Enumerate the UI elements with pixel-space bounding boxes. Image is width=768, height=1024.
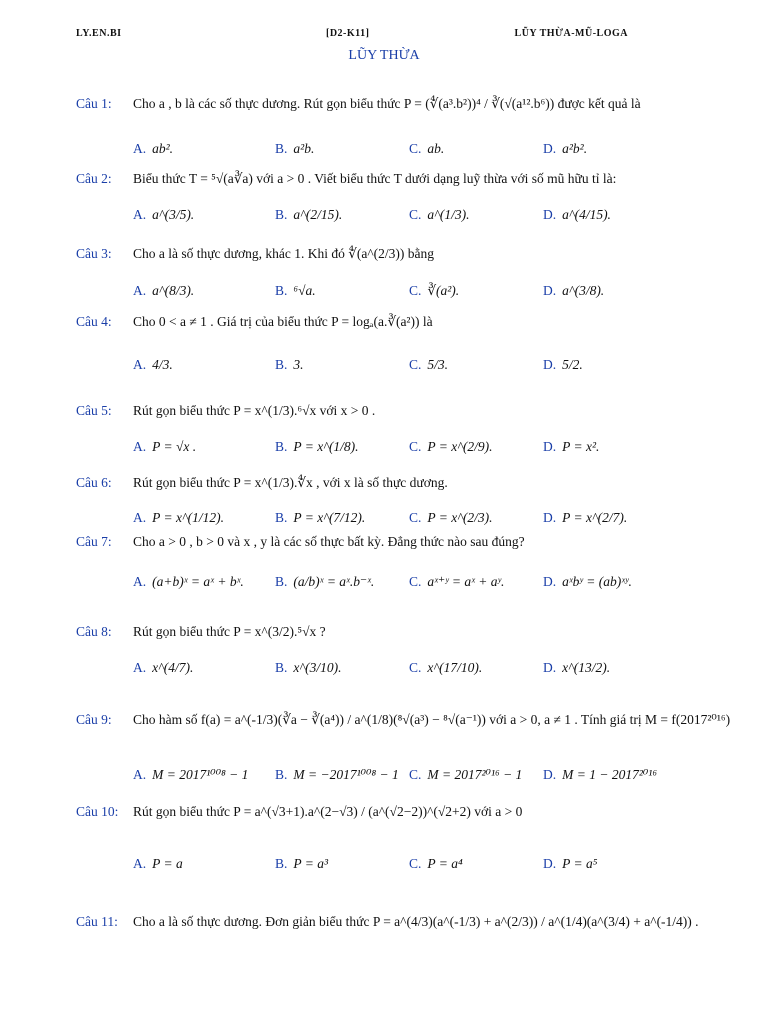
answer-option-b[interactable] [275, 767, 399, 783]
option-value: a²b. [293, 141, 315, 156]
option-value: ab. [427, 141, 445, 156]
option-label: B. [275, 439, 288, 454]
option-label: D. [543, 141, 557, 156]
option-value: M = 2017²⁰¹⁶ − 1 [427, 767, 523, 782]
question-number: Câu 11: [76, 914, 118, 929]
option-label: C. [409, 439, 422, 454]
answer-option-a[interactable] [133, 660, 193, 676]
answer-option-c[interactable] [409, 767, 522, 783]
option-value: a^(3/5). [152, 207, 195, 222]
answer-option-c[interactable] [409, 357, 448, 373]
answer-option-d[interactable] [543, 207, 611, 223]
question-text: Rút gọn biểu thức P = x^(1/3).⁶√x với x > 0 . [133, 403, 376, 418]
option-label: A. [133, 660, 147, 675]
option-label: C. [409, 574, 422, 589]
option-value: a^(8/3). [152, 283, 195, 298]
option-label: A. [133, 510, 147, 525]
option-label: B. [275, 141, 288, 156]
option-value: x^(17/10). [427, 660, 483, 675]
option-value: x^(4/7). [152, 660, 194, 675]
option-value: P = a⁴ [427, 856, 463, 871]
question-number: Câu 3: [76, 246, 112, 261]
question-number: Câu 1: [76, 96, 112, 111]
option-value: 5/3. [427, 357, 449, 372]
question-text: Rút gọn biểu thức P = x^(1/3).∜x , với x là số thực dương. [133, 475, 448, 490]
answer-option-d[interactable] [543, 767, 657, 783]
answer-option-d[interactable] [543, 660, 610, 676]
option-value: P = a [152, 856, 183, 871]
answer-option-d[interactable] [543, 357, 583, 373]
answer-option-d[interactable] [543, 283, 604, 299]
option-value: a^(2/15). [293, 207, 343, 222]
option-label: D. [543, 856, 557, 871]
question-number: Câu 7: [76, 534, 112, 549]
question-text: Rút gọn biểu thức P = x^(3/2).⁵√x ? [133, 624, 326, 639]
answer-option-c[interactable] [409, 574, 504, 590]
option-value: 4/3. [152, 357, 173, 372]
option-label: C. [409, 141, 422, 156]
answer-option-d[interactable] [543, 141, 587, 157]
question-number: Câu 6: [76, 475, 112, 490]
option-label: C. [409, 510, 422, 525]
option-label: A. [133, 767, 147, 782]
answer-option-d[interactable] [543, 856, 597, 872]
option-label: A. [133, 357, 147, 372]
answer-option-b[interactable] [275, 439, 359, 455]
answer-option-c[interactable] [409, 856, 463, 872]
answer-option-c[interactable] [409, 141, 444, 157]
answer-option-a[interactable] [133, 207, 194, 223]
option-label: A. [133, 141, 147, 156]
option-label: B. [275, 510, 288, 525]
option-value: ab². [152, 141, 174, 156]
option-label: D. [543, 283, 557, 298]
question-number: Câu 5: [76, 403, 112, 418]
question-number: Câu 4: [76, 314, 112, 329]
option-value: P = √x . [152, 439, 197, 454]
option-value: 3. [293, 357, 304, 372]
question-text: Cho a là số thực dương. Đơn giản biểu thức P = a^(4/3)(a^(-1/3) + a^(2/3)) / a^(1/4)(a^(3/4) + a^(-1/4)) . [133, 914, 699, 929]
option-label: B. [275, 856, 288, 871]
option-label: D. [543, 767, 557, 782]
answer-option-c[interactable] [409, 283, 459, 299]
answer-option-b[interactable] [275, 856, 328, 872]
option-label: A. [133, 574, 147, 589]
option-value: P = a⁵ [562, 856, 598, 871]
answer-option-d[interactable] [543, 439, 599, 455]
option-value: 5/2. [562, 357, 583, 372]
answer-option-b[interactable] [275, 660, 341, 676]
option-value: ⁶√a. [293, 283, 316, 298]
option-value: M = 2017¹⁰⁰⁸ − 1 [152, 767, 249, 782]
answer-option-a[interactable] [133, 856, 183, 872]
header-center: [D2-K11] [326, 28, 370, 39]
option-value: (a+b)ˣ = aˣ + bˣ. [152, 574, 244, 589]
question-text: Rút gọn biểu thức P = a^(√3+1).a^(2−√3) / (a^(√2−2))^(√2+2) với a > 0 [133, 804, 523, 819]
option-label: A. [133, 283, 147, 298]
answer-option-b[interactable] [275, 574, 374, 590]
answer-option-c[interactable] [409, 510, 493, 526]
option-label: C. [409, 856, 422, 871]
answer-option-b[interactable] [275, 357, 304, 373]
option-value: a^(3/8). [562, 283, 605, 298]
option-value: a^(1/3). [427, 207, 470, 222]
answer-option-a[interactable] [133, 767, 248, 783]
answer-option-a[interactable] [133, 510, 224, 526]
question-text: Biểu thức T = ⁵√(a∛a) với a > 0 . Viết biểu thức T dưới dạng luỹ thừa với số mũ hữu tỉ là: [133, 171, 617, 186]
answer-option-b[interactable] [275, 283, 316, 299]
option-label: C. [409, 767, 422, 782]
answer-option-a[interactable] [133, 357, 173, 373]
option-value: (a/b)ˣ = aˣ.b⁻ˣ. [293, 574, 375, 589]
header-left: LY.EN.BI [76, 28, 122, 39]
option-value: P = x^(2/9). [427, 439, 493, 454]
page-header [76, 28, 628, 44]
option-value: x^(13/2). [562, 660, 611, 675]
answer-option-c[interactable] [409, 660, 482, 676]
option-value: P = x^(1/8). [293, 439, 359, 454]
option-value: M = 1 − 2017²⁰¹⁶ [562, 767, 658, 782]
option-label: B. [275, 574, 288, 589]
answer-option-d[interactable] [543, 574, 632, 590]
question-number: Câu 9: [76, 712, 112, 727]
option-value: a²b². [562, 141, 588, 156]
answer-option-c[interactable] [409, 439, 493, 455]
question-text: Cho a > 0 , b > 0 và x , y là các số thực bất kỳ. Đẳng thức nào sau đúng? [133, 534, 525, 549]
answer-option-c[interactable] [409, 207, 469, 223]
option-label: C. [409, 660, 422, 675]
answer-option-a[interactable] [133, 439, 196, 455]
option-label: A. [133, 856, 147, 871]
question-text: Cho a là số thực dương, khác 1. Khi đó ∜(a^(2/3)) bằng [133, 246, 435, 261]
answer-option-b[interactable] [275, 141, 314, 157]
option-value: M = −2017¹⁰⁰⁸ − 1 [293, 767, 399, 782]
answer-option-a[interactable] [133, 283, 194, 299]
option-label: B. [275, 207, 288, 222]
question-number: Câu 10: [76, 804, 119, 819]
option-label: C. [409, 283, 422, 298]
question-number: Câu 2: [76, 171, 112, 186]
option-label: D. [543, 357, 557, 372]
option-label: B. [275, 767, 288, 782]
option-value: x^(3/10). [293, 660, 342, 675]
question-text: Cho 0 < a ≠ 1 . Giá trị của biểu thức P = logₐ(a.∛(a²)) là [133, 314, 433, 329]
option-value: aˣbʸ = (ab)ˣʸ. [562, 574, 632, 589]
option-label: B. [275, 660, 288, 675]
answer-option-b[interactable] [275, 510, 365, 526]
header-right: LŨY THỪA-MŨ-LOGA [514, 28, 628, 39]
option-value: ∛(a²). [427, 283, 460, 298]
option-value: P = x^(1/12). [152, 510, 225, 525]
option-label: D. [543, 439, 557, 454]
question-text: Cho hàm số f(a) = a^(-1/3)(∛a − ∛(a⁴)) / a^(1/8)(⁸√(a³) − ⁸√(a⁻¹)) với a > 0, a ≠ 1 . Tính giá trị M = f(2017²⁰¹⁶) [133, 712, 731, 727]
option-label: B. [275, 283, 288, 298]
option-label: A. [133, 439, 147, 454]
option-label: D. [543, 510, 557, 525]
option-value: P = x^(2/3). [427, 510, 493, 525]
answer-option-a[interactable] [133, 574, 244, 590]
answer-option-a[interactable] [133, 141, 173, 157]
option-value: P = x^(2/7). [562, 510, 628, 525]
question-number: Câu 8: [76, 624, 112, 639]
option-label: D. [543, 574, 557, 589]
option-label: C. [409, 207, 422, 222]
page-title: LŨY THỪA [348, 48, 420, 63]
option-value: P = x^(7/12). [293, 510, 366, 525]
option-label: C. [409, 357, 422, 372]
option-label: B. [275, 357, 288, 372]
answer-option-b[interactable] [275, 207, 342, 223]
question-text: Cho a , b là các số thực dương. Rút gọn biểu thức P = (∜(a³.b²))⁴ / ∛(√(a¹².b⁶)) được kết quả là [133, 96, 641, 111]
option-value: P = x². [562, 439, 600, 454]
option-value: a^(4/15). [562, 207, 611, 222]
option-value: P = a³ [293, 856, 329, 871]
answer-option-d[interactable] [543, 510, 627, 526]
option-label: D. [543, 660, 557, 675]
option-label: D. [543, 207, 557, 222]
option-label: A. [133, 207, 147, 222]
option-value: aˣ⁺ʸ = aˣ + aʸ. [427, 574, 505, 589]
